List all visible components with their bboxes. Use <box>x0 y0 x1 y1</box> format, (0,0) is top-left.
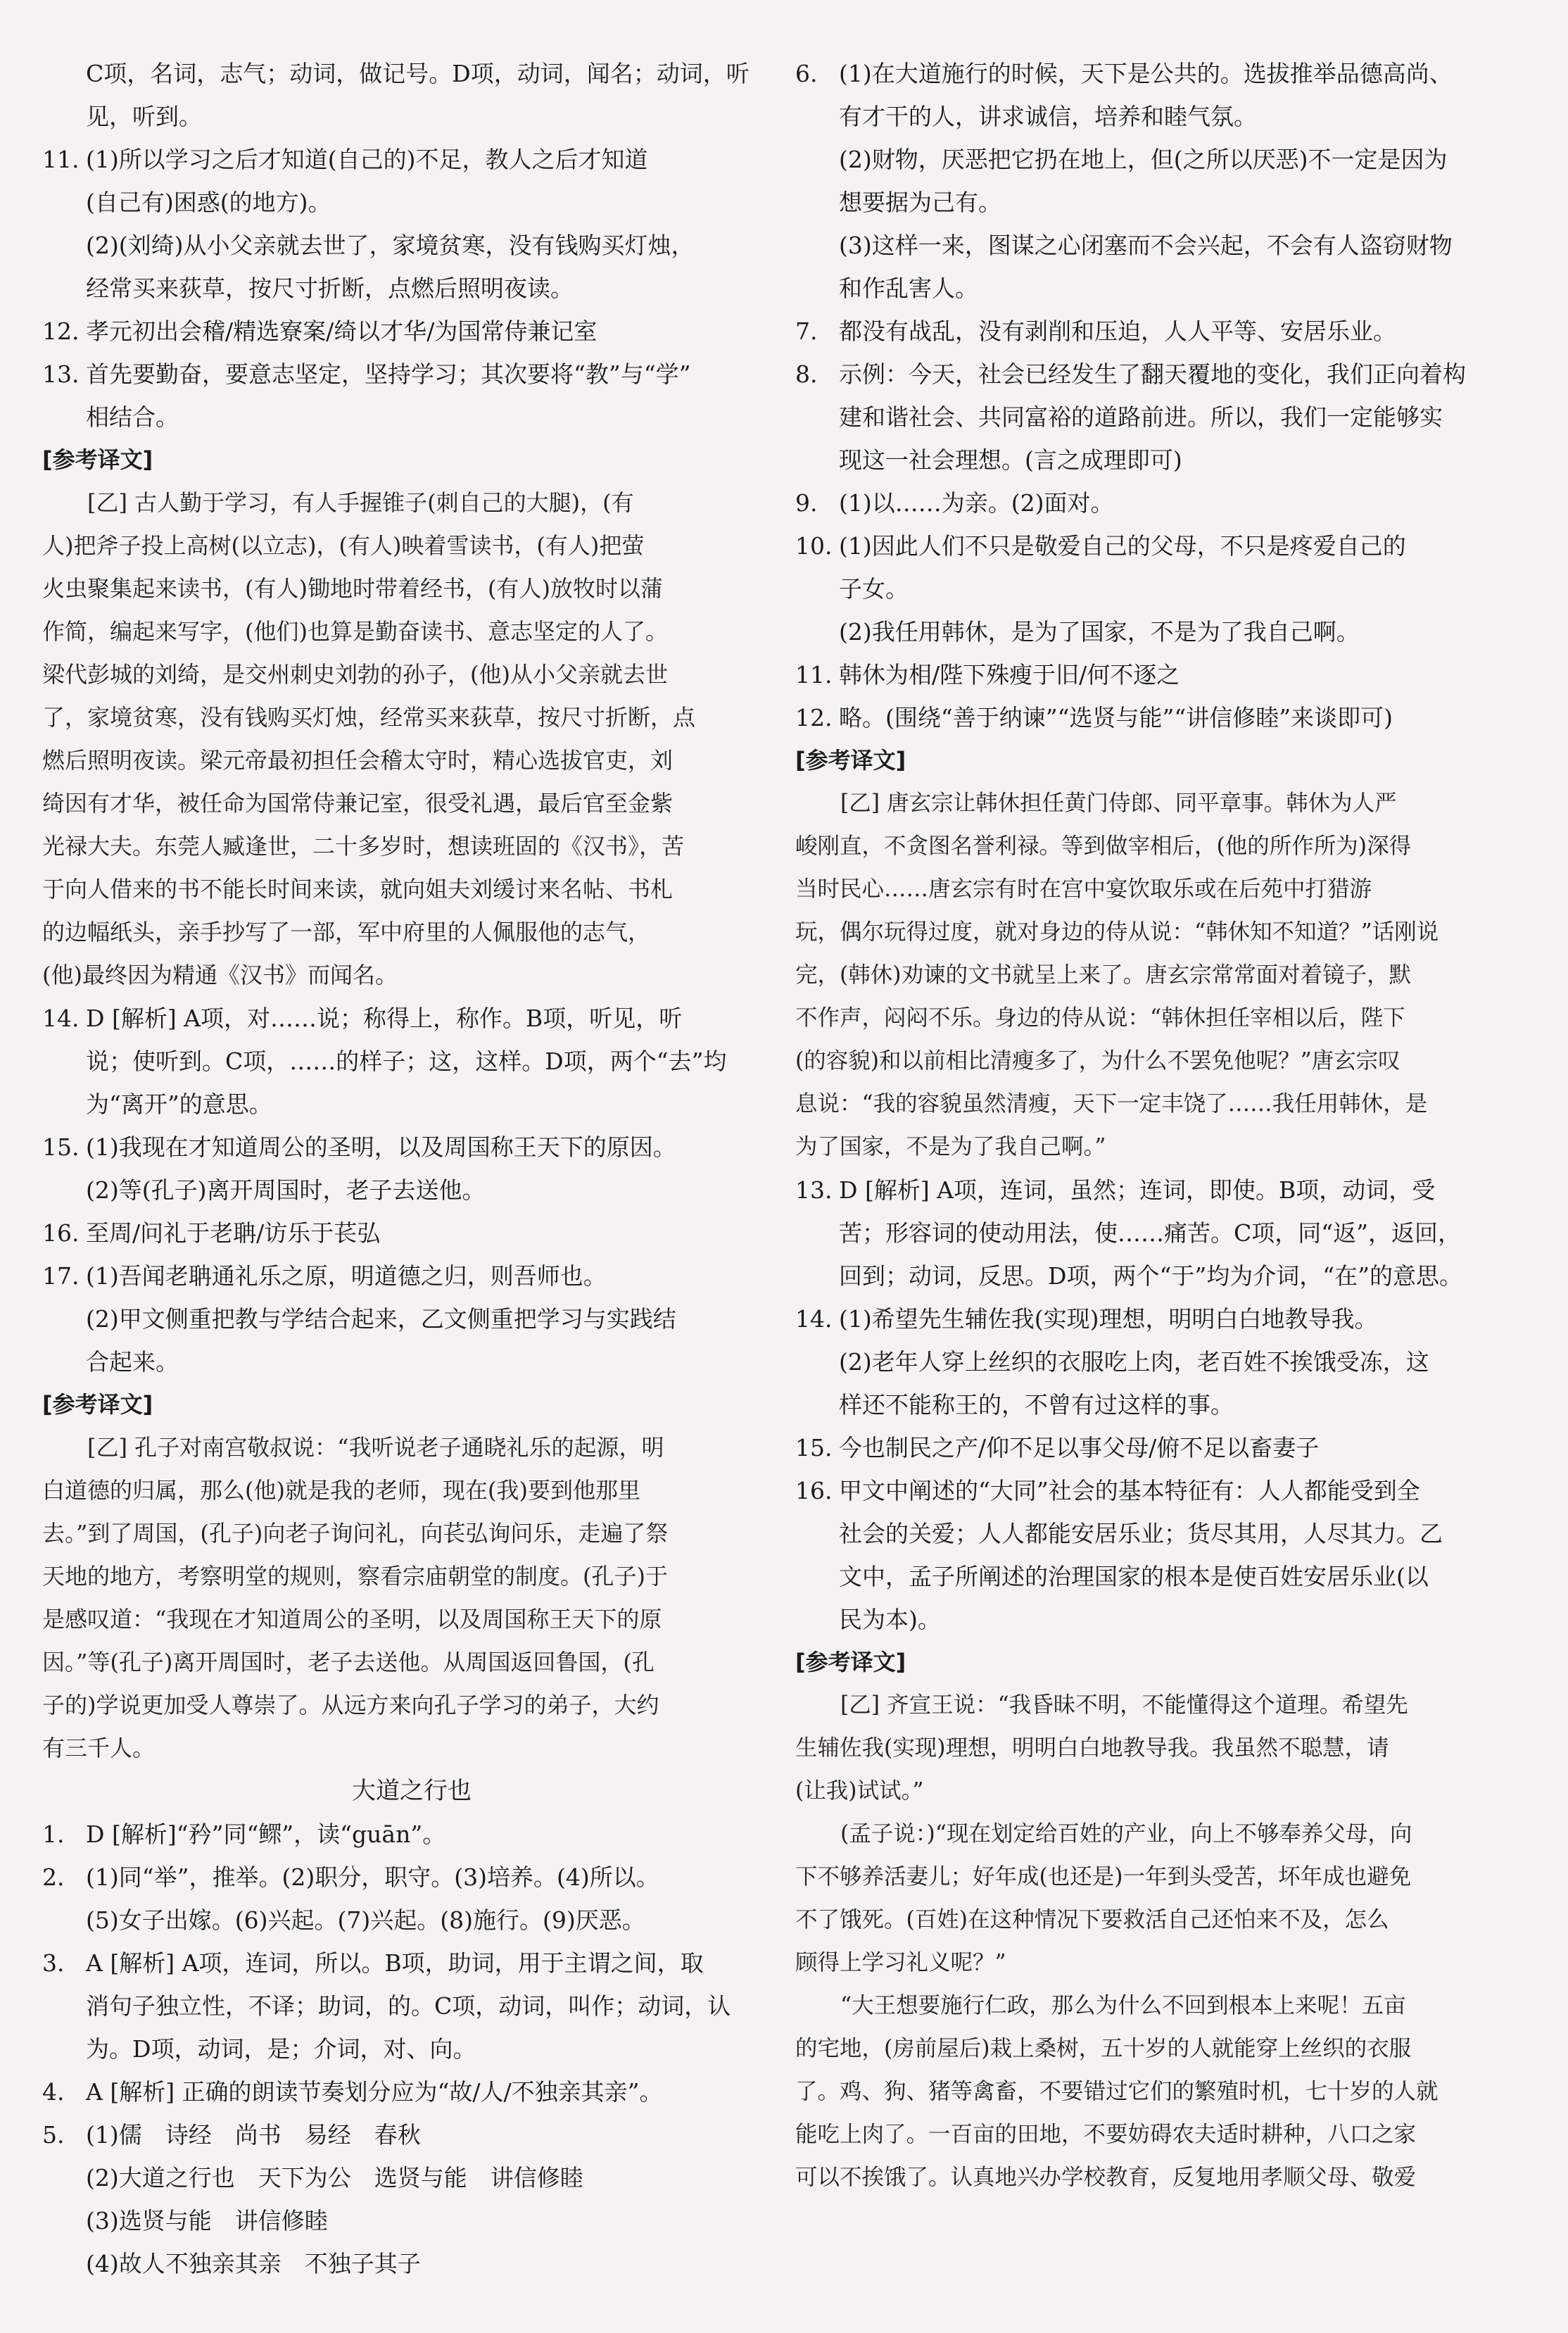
translation-line: 绮因有才华，被任命为国常侍兼记室，很受礼遇，最后官至金紫 <box>42 790 674 817</box>
answer-item <box>42 1942 781 1985</box>
item-number: 11. <box>795 661 833 688</box>
answer-item <box>42 2113 781 2156</box>
translation-line: “大王想要施行仁政，那么为什么不回到根本上来呢！五亩 <box>840 1993 1406 2018</box>
item-text: (1)以……为亲。(2)面对。 <box>839 489 1114 517</box>
item-text: (1)我现在才知道周公的圣明，以及周国称王天下的原因。 <box>86 1133 676 1161</box>
translation-line: 作简，编起来写字，(他们)也算是勤奋读书、意志坚定的人了。 <box>42 618 668 645</box>
item-text: 示例：今天，社会已经发生了翻天覆地的变化，我们正向着构 <box>839 360 1466 388</box>
translation-line: 白道德的归属，那么(他)就是我的老师，现在(我)要到他那里 <box>42 1477 640 1504</box>
item-text: 今也制民之产/仰不足以事父母/俯不足以畜妻子 <box>839 1434 1320 1461</box>
translation-line: (的容貌)和以前相比清瘦多了，为什么不罢免他呢？”唐玄宗叹 <box>795 1048 1401 1074</box>
item-text: (1)希望先生辅佐我(实现)理想，明明白白地教导我。 <box>839 1305 1378 1333</box>
item-text: 首先要勤奋，要意志坚定，坚持学习；其次要将“教”与“学” <box>86 360 691 388</box>
translation-line: 可以不挨饿了。认真地兴办学校教育，反复地用孝顺父母、敬爱 <box>795 2165 1417 2190</box>
translation-line: [乙] 孔子对南宫敬叔说：“我听说老子通晓礼乐的起源，明 <box>87 1434 664 1461</box>
answer-item <box>795 482 1555 524</box>
translation-line: [乙] 古人勤于学习，有人手握锥子(刺自己的大腿)，(有 <box>87 489 634 516</box>
section-heading: [参考译文] <box>795 747 906 774</box>
item-text: D [解析] A项，对……说；称得上，称作。B项，听见，听 <box>86 1005 683 1032</box>
answer-line: 苦；形容词的使动用法，使……痛苦。C项，同“返”，返回， <box>839 1219 1461 1247</box>
item-text: D [解析]“矜”同“鳏”，读“guān”。 <box>86 1821 446 1848</box>
translation-line: 生辅佐我(实现)理想，明明白白地教导我。我虽然不聪慧，请 <box>795 1735 1389 1761</box>
answer-line: (2)甲文侧重把教与学结合起来，乙文侧重把学习与实践结 <box>86 1305 676 1333</box>
translation-line: 去。”到了周国，(孔子)向老子询问礼，向苌弘询问乐，走遍了祭 <box>42 1520 669 1547</box>
answer-item <box>42 2070 781 2113</box>
translation-line: [乙] 齐宣王说：“我昏昧不明，不能懂得这个道理。希望先 <box>840 1692 1408 1718</box>
answer-item <box>795 52 1555 95</box>
section-heading: [参考译文] <box>42 1391 153 1418</box>
answer-line: 建和谐社会、共同富裕的道路前进。所以，我们一定能够实 <box>839 403 1443 431</box>
translation-line: (孟子说：)“现在划定给百姓的产业，向上不够奉养父母，向 <box>840 1821 1412 1847</box>
item-text: A [解析] 正确的朗读节奏划分应为“故/人/不独亲其亲”。 <box>86 2078 663 2106</box>
translation-line: [乙] 唐玄宗让韩休担任黄门侍郎、同平章事。韩休为人严 <box>840 791 1397 816</box>
answer-line: 有才干的人，讲求诚信，培养和睦气氛。 <box>839 103 1257 130</box>
item-number: 14. <box>42 1005 80 1032</box>
item-number: 16. <box>795 1477 833 1504</box>
answer-item <box>795 524 1555 567</box>
answer-line: 相结合。 <box>86 403 179 431</box>
answer-line: (3)选贤与能 讲信修睦 <box>86 2207 328 2234</box>
translation-line: 光禄大夫。东莞人臧逢世，二十多岁时，想读班固的《汉书》，苦 <box>42 833 685 860</box>
item-text: 韩休为相/陛下殊瘦于旧/何不逐之 <box>839 661 1180 688</box>
translation-line: 顾得上学习礼义呢？” <box>795 1950 1006 1975</box>
answer-item <box>795 353 1555 396</box>
answer-line: (自己有)困惑(的地方)。 <box>86 189 331 216</box>
translation-line: 子的)学说更加受人尊崇了。从远方来向孔子学习的弟子，大约 <box>42 1692 659 1718</box>
item-number: 13. <box>795 1176 833 1204</box>
answer-line: (2)我任用韩休，是为了国家，不是为了我自己啊。 <box>839 618 1360 646</box>
answer-line: 民为本)。 <box>839 1606 941 1633</box>
answer-line: (2)(刘绮)从小父亲就去世了，家境贫寒，没有钱购买灯烛， <box>86 232 695 259</box>
answer-item <box>42 310 781 353</box>
translation-line: 能吃上肉了。一百亩的田地，不要妨碍农夫适时耕种，八口之家 <box>795 2122 1417 2147</box>
answer-line: C项，名词，志气；动词，做记号。D项，动词，闻名；动词，听 <box>86 60 750 87</box>
translation-line: 是感叹道：“我现在才知道周公的圣明，以及周国称王天下的原 <box>42 1606 662 1633</box>
item-text: 都没有战乱，没有剥削和压迫，人人平等、安居乐业。 <box>839 317 1396 345</box>
translation-line: 完，(韩休)劝谏的文书就呈上来了。唐玄宗常常面对着镜子，默 <box>795 962 1412 988</box>
item-number: 14. <box>795 1305 833 1333</box>
answer-line: 想要据为己有。 <box>839 189 1001 216</box>
item-text: 孝元初出会稽/精选寮案/绮以才华/为国常侍兼记室 <box>86 317 598 345</box>
answer-item <box>42 1126 781 1169</box>
answer-line: 为“离开”的意思。 <box>86 1090 272 1118</box>
item-number: 5. <box>42 2121 65 2149</box>
translation-line: 的宅地，(房前屋后)栽上桑树，五十岁的人就能穿上丝织的衣服 <box>795 2036 1412 2061</box>
translation-line: 不作声，闷闷不乐。身边的侍从说：“韩休担任宰相以后，陛下 <box>795 1005 1405 1031</box>
item-number: 16. <box>42 1219 80 1247</box>
item-number: 2. <box>42 1863 65 1891</box>
answer-item <box>795 653 1555 696</box>
item-number: 17. <box>42 1262 80 1290</box>
item-number: 3. <box>42 1949 65 1977</box>
translation-line: 因。”等(孔子)离开周国时，老子去送他。从周国返回鲁国，(孔 <box>42 1649 655 1675</box>
translation-line: 火虫聚集起来读书，(有人)锄地时带着经书，(有人)放牧时以蒲 <box>42 575 663 602</box>
translation-line: 不了饿死。(百姓)在这种情况下要救活自己还怕来不及，怎么 <box>795 1907 1389 1932</box>
answer-line: (5)女子出嫁。(6)兴起。(7)兴起。(8)施行。(9)厌恶。 <box>86 1906 645 1934</box>
answer-line: 见，听到。 <box>86 103 202 130</box>
translation-line: 玩，偶尔玩得过度，就对身边的侍从说：“韩休知不知道？”话刚说 <box>795 919 1439 945</box>
answer-item <box>42 1254 781 1297</box>
answer-line: (2)财物，厌恶把它扔在地上，但(之所以厌恶)不一定是因为 <box>839 146 1448 173</box>
translation-line: 于向人借来的书不能长时间来读，就向姐夫刘缓讨来名帖、书札 <box>42 876 674 903</box>
item-text: (1)在大道施行的时候，天下是公共的。选拔推举品德高尚、 <box>839 60 1453 87</box>
item-text: (1)儒 诗经 尚书 易经 春秋 <box>86 2121 421 2149</box>
answer-line: (2)等(孔子)离开周国时，老子去送他。 <box>86 1176 486 1204</box>
answer-line: 说；使听到。C项，……的样子；这，这样。D项，两个“去”均 <box>86 1048 727 1075</box>
answer-item <box>795 310 1555 353</box>
translation-line: (他)最终因为精通《汉书》而闻名。 <box>42 962 398 988</box>
answer-line: (2)老年人穿上丝织的衣服吃上肉，老百姓不挨饿受冻，这 <box>839 1348 1429 1376</box>
answer-item <box>795 1169 1555 1212</box>
answer-line: (4)故人不独亲其亲 不独子其子 <box>86 2250 421 2277</box>
answer-line: 和作乱害人。 <box>839 275 978 302</box>
answer-line: 文中，孟子所阐述的治理国家的根本是使百姓安居乐业(以 <box>839 1563 1429 1590</box>
item-text: (1)吾闻老聃通礼乐之原，明道德之归，则吾师也。 <box>86 1262 607 1290</box>
translation-line: 燃后照明夜读。梁元帝最初担任会稽太守时，精心选拔官吏，刘 <box>42 747 674 774</box>
item-text: 至周/问礼于老聃/访乐于苌弘 <box>86 1219 381 1247</box>
item-number: 9. <box>795 489 818 517</box>
item-text: (1)同“举”，推举。(2)职分，职守。(3)培养。(4)所以。 <box>86 1863 659 1891</box>
answer-item <box>795 1469 1555 1512</box>
item-number: 13. <box>42 360 80 388</box>
translation-line: 息说：“我的容貌虽然清瘦，天下一定丰饶了……我任用韩休，是 <box>795 1091 1428 1117</box>
answer-item <box>42 1813 781 1856</box>
item-text: 略。(围绕“善于纳谏”“选贤与能”“讲信修睦”来谈即可) <box>839 704 1393 731</box>
item-number: 11. <box>42 146 80 173</box>
translation-line: 梁代彭城的刘绮，是交州刺史刘勃的孙子，(他)从小父亲就去世 <box>42 661 668 688</box>
section-heading: [参考译文] <box>795 1649 906 1675</box>
answer-item <box>42 1212 781 1254</box>
item-number: 4. <box>42 2078 65 2106</box>
item-text: 甲文中阐述的“大同”社会的基本特征有：人人都能受到全 <box>839 1477 1420 1504</box>
answer-line: 经常买来荻草，按尺寸折断，点燃后照明夜读。 <box>86 275 574 302</box>
answer-line: 消句子独立性，不译；助词，的。C项，动词，叫作；动词，认 <box>86 1992 731 2020</box>
translation-line: 当时民心……唐玄宗有时在宫中宴饮取乐或在后苑中打猎游 <box>795 876 1372 902</box>
answer-item <box>42 353 781 396</box>
translation-line: 了，家境贫寒，没有钱购买灯烛，经常买来荻草，按尺寸折断，点 <box>42 704 696 731</box>
answer-line: (2)大道之行也 天下为公 选贤与能 讲信修睦 <box>86 2164 583 2191</box>
translation-line: (让我)试试。” <box>795 1778 924 1804</box>
item-text: (1)因此人们不只是敬爱自己的父母，不只是疼爱自己的 <box>839 532 1406 560</box>
translation-line: 的边幅纸头，亲手抄写了一部，军中府里的人佩服他的志气， <box>42 919 651 945</box>
answer-item <box>42 1856 781 1899</box>
item-number: 12. <box>795 704 833 731</box>
section-heading: [参考译文] <box>42 446 153 473</box>
translation-line: 人)把斧子投上高树(以立志)，(有人)映着雪读书，(有人)把萤 <box>42 532 645 559</box>
item-number: 10. <box>795 532 833 560</box>
left-column <box>42 52 781 2285</box>
text-title: 大道之行也 <box>352 1777 472 1805</box>
right-column <box>795 52 1555 2199</box>
item-number: 15. <box>795 1434 833 1461</box>
answer-line: 子女。 <box>839 575 909 603</box>
answer-item <box>42 138 781 181</box>
answer-line: (3)这样一来，图谋之心闭塞而不会兴起，不会有人盗窃财物 <box>839 232 1453 259</box>
answer-line: 合起来。 <box>86 1348 179 1376</box>
translation-line: 为了国家，不是为了我自己啊。” <box>795 1134 1106 1159</box>
answer-line: 社会的关爱；人人都能安居乐业；货尽其用，人尽其力。乙 <box>839 1520 1443 1547</box>
answer-line: 现这一社会理想。(言之成理即可) <box>839 446 1182 474</box>
item-number: 12. <box>42 317 80 345</box>
translation-line: 下不够养活妻儿；好年成(也还是)一年到头受苦，坏年成也避免 <box>795 1864 1412 1889</box>
answer-line: 为。D项，动词，是；介词，对、向。 <box>86 2035 476 2063</box>
item-text: (1)所以学习之后才知道(自己的)不足，教人之后才知道 <box>86 146 648 173</box>
item-number: 15. <box>42 1133 80 1161</box>
item-number: 6. <box>795 60 818 87</box>
item-text: D [解析] A项，连词，虽然；连词，即使。B项，动词，受 <box>839 1176 1436 1204</box>
answer-item <box>795 1426 1555 1469</box>
translation-line: 峻刚直，不贪图名誉利禄。等到做宰相后，(他的所作所为)深得 <box>795 834 1412 859</box>
translation-line: 有三千人。 <box>42 1735 156 1761</box>
translation-line: 天地的地方，考察明堂的规则，察看宗庙朝堂的制度。(孔子)于 <box>42 1563 668 1590</box>
answer-item <box>795 696 1555 739</box>
answer-line: 样还不能称王的，不曾有过这样的事。 <box>839 1391 1234 1419</box>
item-number: 7. <box>795 317 818 345</box>
item-number: 8. <box>795 360 818 388</box>
answer-item <box>42 997 781 1040</box>
item-text: A [解析] A项，连词，所以。B项，助词，用于主谓之间，取 <box>86 1949 704 1977</box>
answer-item <box>795 1297 1555 1340</box>
answer-line: 回到；动词，反思。D项，两个“于”均为介词，“在”的意思。 <box>839 1262 1462 1290</box>
item-number: 1. <box>42 1821 65 1848</box>
translation-line: 了。鸡、狗、猪等禽畜，不要错过它们的繁殖时机，七十岁的人就 <box>795 2079 1439 2104</box>
